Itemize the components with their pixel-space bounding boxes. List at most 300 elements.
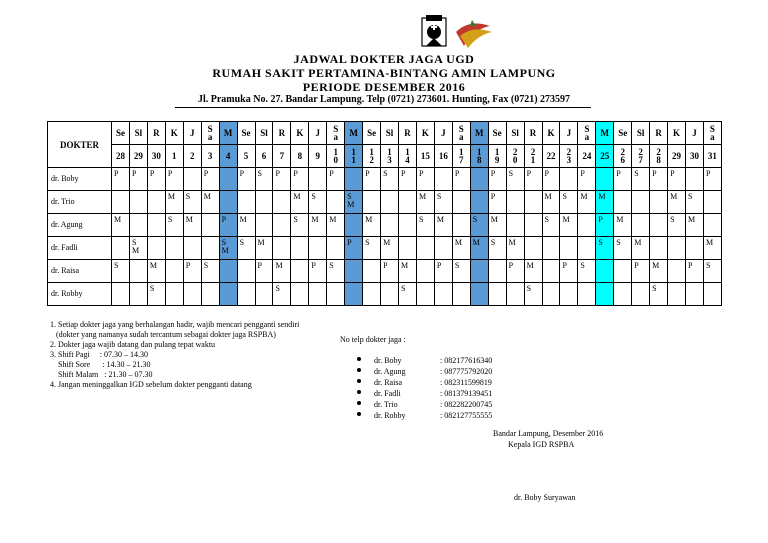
date-label: 9 — [309, 145, 327, 168]
shift-cell: P — [488, 191, 506, 214]
shift-cell: S — [147, 283, 165, 306]
shift-cell — [363, 283, 381, 306]
signature-place-date: Bandar Lampung, Desember 2016 — [493, 429, 604, 438]
shift-cell — [578, 214, 596, 237]
shift-cell: M — [165, 191, 183, 214]
shift-cell — [201, 214, 219, 237]
shift-cell — [632, 214, 650, 237]
date-label: 6 — [255, 145, 273, 168]
shift-cell: P — [291, 168, 309, 191]
shift-cell: M — [112, 214, 130, 237]
shift-cell: M — [291, 191, 309, 214]
shift-cell: P — [434, 260, 452, 283]
shift-cell: M — [452, 237, 470, 260]
shift-cell — [129, 283, 147, 306]
shift-cell: P — [524, 168, 542, 191]
note-line: Shift Sore : 14.30 – 21.30 — [50, 360, 151, 369]
shift-cell: S — [273, 283, 291, 306]
shift-cell: S M — [345, 191, 363, 214]
shift-cell: P — [237, 168, 255, 191]
shift-cell — [345, 283, 363, 306]
day-label: S a — [452, 122, 470, 145]
shift-cell — [255, 191, 273, 214]
phone-doctor-name: dr. Robby — [374, 411, 406, 420]
shift-cell — [668, 260, 686, 283]
shift-cell — [237, 283, 255, 306]
shift-cell — [686, 237, 704, 260]
shift-cell — [703, 191, 721, 214]
shift-cell: S — [578, 260, 596, 283]
shift-cell: M — [650, 260, 668, 283]
phone-list-item — [340, 389, 493, 400]
table-row — [48, 168, 722, 191]
date-label: 29 — [129, 145, 147, 168]
shift-cell: M — [399, 260, 417, 283]
shift-cell: M — [201, 191, 219, 214]
shift-cell: M — [578, 191, 596, 214]
shift-cell — [470, 191, 488, 214]
shift-cell — [327, 237, 345, 260]
shift-cell: M — [632, 237, 650, 260]
shift-cell — [219, 191, 237, 214]
shift-cell: S — [542, 214, 560, 237]
hospital-emblem-icon — [422, 15, 446, 46]
shift-cell: S — [452, 260, 470, 283]
date-label: 2 8 — [650, 145, 668, 168]
shift-cell: M — [183, 214, 201, 237]
shift-cell: M — [560, 214, 578, 237]
shift-cell: S — [416, 214, 434, 237]
shift-cell: M — [147, 260, 165, 283]
date-label: 22 — [542, 145, 560, 168]
table-row — [48, 191, 722, 214]
shift-cell: P — [560, 260, 578, 283]
date-label: 3 — [201, 145, 219, 168]
shift-cell: P — [703, 168, 721, 191]
date-label: 4 — [219, 145, 237, 168]
shift-cell — [578, 283, 596, 306]
day-label: R — [399, 122, 417, 145]
shift-cell: M — [255, 237, 273, 260]
shift-cell: M — [327, 214, 345, 237]
shift-cell — [112, 191, 130, 214]
shift-cell — [578, 237, 596, 260]
date-label: 30 — [147, 145, 165, 168]
shift-cell — [129, 191, 147, 214]
shift-cell: M — [237, 214, 255, 237]
shift-cell — [596, 260, 614, 283]
shift-cell — [112, 283, 130, 306]
shift-cell — [650, 191, 668, 214]
day-label: J — [309, 122, 327, 145]
day-label: Sl — [506, 122, 524, 145]
shift-cell: P — [416, 168, 434, 191]
shift-cell: S — [237, 237, 255, 260]
shift-cell — [129, 214, 147, 237]
shift-cell — [434, 168, 452, 191]
shift-cell: P — [668, 168, 686, 191]
date-label: 30 — [686, 145, 704, 168]
shift-cell — [183, 168, 201, 191]
shift-cell — [309, 237, 327, 260]
shift-cell: S — [255, 168, 273, 191]
shift-cell: M — [416, 191, 434, 214]
shift-cell: S — [524, 283, 542, 306]
phone-list-item — [340, 411, 493, 422]
shift-cell: P — [363, 168, 381, 191]
shift-cell — [596, 168, 614, 191]
day-label: R — [650, 122, 668, 145]
shift-cell: S — [686, 191, 704, 214]
shift-cell: M — [596, 191, 614, 214]
shift-cell — [470, 260, 488, 283]
shift-cell — [650, 214, 668, 237]
day-label: Sl — [381, 122, 399, 145]
shift-cell: S — [470, 214, 488, 237]
day-label: S a — [201, 122, 219, 145]
shift-cell: P — [183, 260, 201, 283]
note-line: 2. Dokter jaga wajib datang dan pulang tepat waktu — [50, 340, 216, 349]
shift-cell: P — [112, 168, 130, 191]
day-label: R — [524, 122, 542, 145]
phone-doctor-name: dr. Boby — [374, 356, 402, 365]
doctor-name: dr. Raisa — [48, 260, 112, 283]
date-label: 31 — [703, 145, 721, 168]
shift-cell — [112, 237, 130, 260]
date-label: 1 8 — [470, 145, 488, 168]
shift-cell — [201, 283, 219, 306]
shift-cell: M — [686, 214, 704, 237]
date-label: 1 3 — [381, 145, 399, 168]
date-label: 1 2 — [363, 145, 381, 168]
shift-cell: S M — [219, 237, 237, 260]
bullet-icon — [357, 368, 361, 372]
bullet-icon — [357, 357, 361, 361]
shift-cell: P — [578, 168, 596, 191]
shift-cell: P — [165, 168, 183, 191]
day-label: Sl — [632, 122, 650, 145]
day-label: S a — [327, 122, 345, 145]
date-label: 2 6 — [614, 145, 632, 168]
shift-cell — [542, 237, 560, 260]
shift-cell: M — [488, 214, 506, 237]
day-label: K — [416, 122, 434, 145]
shift-cell: S — [112, 260, 130, 283]
shift-cell — [165, 283, 183, 306]
day-label: M — [345, 122, 363, 145]
shift-cell: M — [668, 191, 686, 214]
shift-cell — [506, 214, 524, 237]
shift-cell — [686, 168, 704, 191]
doctor-name: dr. Robby — [48, 283, 112, 306]
day-label: R — [273, 122, 291, 145]
date-label: 2 0 — [506, 145, 524, 168]
shift-cell: M — [381, 237, 399, 260]
shift-cell: S — [650, 283, 668, 306]
shift-cell — [219, 260, 237, 283]
shift-cell: P — [488, 168, 506, 191]
shift-cell — [201, 237, 219, 260]
shift-cell: S — [399, 283, 417, 306]
shift-cell: P — [506, 260, 524, 283]
day-label: M — [219, 122, 237, 145]
shift-cell — [524, 191, 542, 214]
shift-cell — [183, 237, 201, 260]
phone-number: : 082127755555 — [440, 411, 493, 420]
shift-cell: S — [668, 214, 686, 237]
date-label: 15 — [416, 145, 434, 168]
day-label: J — [183, 122, 201, 145]
day-label: J — [434, 122, 452, 145]
shift-cell: P — [273, 168, 291, 191]
shift-cell — [614, 191, 632, 214]
shift-cell — [524, 237, 542, 260]
shift-cell — [273, 237, 291, 260]
shift-cell — [345, 260, 363, 283]
logos — [420, 14, 498, 52]
shift-cell: S — [614, 237, 632, 260]
header-divider — [175, 107, 591, 108]
signature-position: Kepala IGD RSPBA — [508, 440, 575, 449]
shift-cell: P — [596, 214, 614, 237]
shift-cell — [614, 283, 632, 306]
shift-cell — [291, 260, 309, 283]
shift-cell — [147, 237, 165, 260]
date-label: 8 — [291, 145, 309, 168]
date-header-row — [48, 145, 722, 168]
shift-cell — [327, 191, 345, 214]
note-line: 4. Jangan meninggalkan IGD sebelum dokter pengganti datang — [50, 380, 252, 389]
phone-doctor-name: dr. Agung — [374, 367, 406, 376]
date-label: 1 1 — [345, 145, 363, 168]
shift-cell — [219, 168, 237, 191]
shift-cell: M — [363, 214, 381, 237]
phone-doctor-name: dr. Raisa — [374, 378, 402, 387]
table-row — [48, 260, 722, 283]
shift-cell: P — [129, 168, 147, 191]
shift-cell: P — [452, 168, 470, 191]
shift-cell — [165, 237, 183, 260]
shift-cell: M — [309, 214, 327, 237]
shift-cell — [399, 237, 417, 260]
note-line: Shift Malam : 21.30 – 07.30 — [50, 370, 153, 379]
phone-number: : 082177616340 — [440, 356, 493, 365]
date-label: 2 — [183, 145, 201, 168]
shift-cell: M — [273, 260, 291, 283]
date-label: 25 — [596, 145, 614, 168]
shift-cell: S — [506, 168, 524, 191]
shift-cell — [273, 214, 291, 237]
shift-cell — [434, 237, 452, 260]
shift-cell: P — [201, 168, 219, 191]
shift-cell: P — [632, 260, 650, 283]
shift-cell — [399, 214, 417, 237]
shift-cell: P — [345, 237, 363, 260]
shift-cell: S — [291, 214, 309, 237]
phone-list-item — [340, 400, 493, 411]
shift-cell — [309, 168, 327, 191]
note-line: 1. Setiap dokter jaga yang berhalangan hadir, wajib mencari pengganti sendiri — [50, 320, 300, 329]
shift-cell — [470, 168, 488, 191]
shift-cell — [506, 283, 524, 306]
day-label: J — [560, 122, 578, 145]
shift-cell: P — [381, 260, 399, 283]
phone-number: : 081379139451 — [440, 389, 493, 398]
doctor-name: dr. Boby — [48, 168, 112, 191]
shift-cell — [165, 260, 183, 283]
shift-cell — [470, 283, 488, 306]
shift-cell: P — [614, 168, 632, 191]
bullet-icon — [357, 379, 361, 383]
shift-cell — [147, 214, 165, 237]
day-label: M — [596, 122, 614, 145]
shift-cell: S M — [129, 237, 147, 260]
day-label: K — [542, 122, 560, 145]
date-label: 2 7 — [632, 145, 650, 168]
shift-cell — [632, 191, 650, 214]
date-label: 1 7 — [452, 145, 470, 168]
date-label: 2 3 — [560, 145, 578, 168]
date-label: 1 4 — [399, 145, 417, 168]
shift-cell — [596, 283, 614, 306]
shift-cell — [237, 191, 255, 214]
shift-cell: M — [470, 237, 488, 260]
shift-cell — [686, 283, 704, 306]
shift-cell — [183, 283, 201, 306]
shift-cell — [147, 191, 165, 214]
shift-cell — [434, 283, 452, 306]
phone-list-item — [340, 356, 493, 367]
doctor-column-header: DOKTER — [48, 122, 112, 168]
shift-cell — [632, 283, 650, 306]
shift-cell — [291, 237, 309, 260]
day-label: Se — [614, 122, 632, 145]
shift-cell — [488, 260, 506, 283]
shift-cell: P — [219, 214, 237, 237]
shift-cell: M — [524, 260, 542, 283]
date-label: 29 — [668, 145, 686, 168]
day-label: Sl — [255, 122, 273, 145]
shift-cell — [703, 214, 721, 237]
shift-cell: M — [434, 214, 452, 237]
notes — [50, 320, 299, 390]
doctor-name: dr. Trio — [48, 191, 112, 214]
day-label: K — [165, 122, 183, 145]
phone-doctor-name: dr. Fadli — [374, 389, 401, 398]
day-label: K — [668, 122, 686, 145]
shift-cell — [399, 191, 417, 214]
shift-cell — [416, 237, 434, 260]
bullet-icon — [357, 390, 361, 394]
phone-number: : 082311599819 — [440, 378, 492, 387]
note-line: 3. Shift Pagi : 07.30 – 14.30 — [50, 350, 149, 359]
phone-list-item — [340, 378, 492, 389]
note-line: (dokter yang namanya sudah tercantum sebagai dokter jaga RSPBA) — [50, 330, 276, 339]
shift-cell — [524, 214, 542, 237]
shift-cell: S — [309, 191, 327, 214]
shift-cell — [560, 237, 578, 260]
period: PERIODE DESEMBER 2016 — [302, 80, 466, 94]
doctor-name: dr. Fadli — [48, 237, 112, 260]
pertamina-logo-icon — [456, 20, 492, 48]
date-label: 7 — [273, 145, 291, 168]
day-label: S a — [703, 122, 721, 145]
phone-number: : 082282200745 — [440, 400, 493, 409]
shift-cell: S — [596, 237, 614, 260]
date-label: 16 — [434, 145, 452, 168]
schedule-title: JADWAL DOKTER JAGA UGD — [293, 52, 475, 66]
shift-cell: S — [488, 237, 506, 260]
shift-cell — [129, 260, 147, 283]
date-label: 5 — [237, 145, 255, 168]
shift-cell — [650, 237, 668, 260]
day-label: M — [470, 122, 488, 145]
phone-list-title: No telp dokter jaga : — [340, 335, 406, 344]
shift-cell — [452, 214, 470, 237]
shift-cell: S — [201, 260, 219, 283]
shift-cell: S — [381, 168, 399, 191]
shift-cell: P — [255, 260, 273, 283]
shift-cell — [273, 191, 291, 214]
shift-cell — [345, 168, 363, 191]
shift-cell — [219, 283, 237, 306]
shift-cell — [255, 283, 273, 306]
day-label: Se — [237, 122, 255, 145]
date-label: 28 — [112, 145, 130, 168]
shift-cell: S — [165, 214, 183, 237]
day-label: Se — [363, 122, 381, 145]
shift-cell — [291, 283, 309, 306]
shift-cell: S — [703, 260, 721, 283]
shift-cell — [560, 168, 578, 191]
shift-cell — [309, 283, 327, 306]
shift-cell — [416, 260, 434, 283]
bullet-icon — [357, 412, 361, 416]
shift-cell — [416, 283, 434, 306]
day-label: Se — [112, 122, 130, 145]
shift-cell — [668, 237, 686, 260]
shift-cell — [542, 283, 560, 306]
shift-cell: M — [614, 214, 632, 237]
shift-cell: M — [506, 237, 524, 260]
day-label: Sl — [129, 122, 147, 145]
schedule-table — [47, 121, 722, 306]
phone-list-item — [340, 367, 493, 378]
shift-cell: P — [309, 260, 327, 283]
shift-cell — [488, 283, 506, 306]
shift-cell — [327, 283, 345, 306]
shift-cell: P — [399, 168, 417, 191]
shift-cell — [506, 191, 524, 214]
shift-cell — [542, 260, 560, 283]
table-row — [48, 214, 722, 237]
phone-doctor-name: dr. Trio — [374, 400, 398, 409]
date-label: 1 0 — [327, 145, 345, 168]
day-header-row — [48, 122, 722, 145]
shift-cell: S — [363, 237, 381, 260]
hospital-name: RUMAH SAKIT PERTAMINA-BINTANG AMIN LAMPUNG — [212, 66, 556, 80]
day-label: S a — [578, 122, 596, 145]
shift-cell: S — [632, 168, 650, 191]
day-label: R — [147, 122, 165, 145]
day-label: K — [291, 122, 309, 145]
shift-cell — [345, 214, 363, 237]
shift-cell — [381, 191, 399, 214]
bullet-icon — [357, 401, 361, 405]
shift-cell: S — [560, 191, 578, 214]
shift-cell: S — [434, 191, 452, 214]
hospital-address: Jl. Pramuka No. 27. Bandar Lampung. Telp (0721) 273601. Hunting, Fax (0721) 273597 — [197, 94, 571, 105]
